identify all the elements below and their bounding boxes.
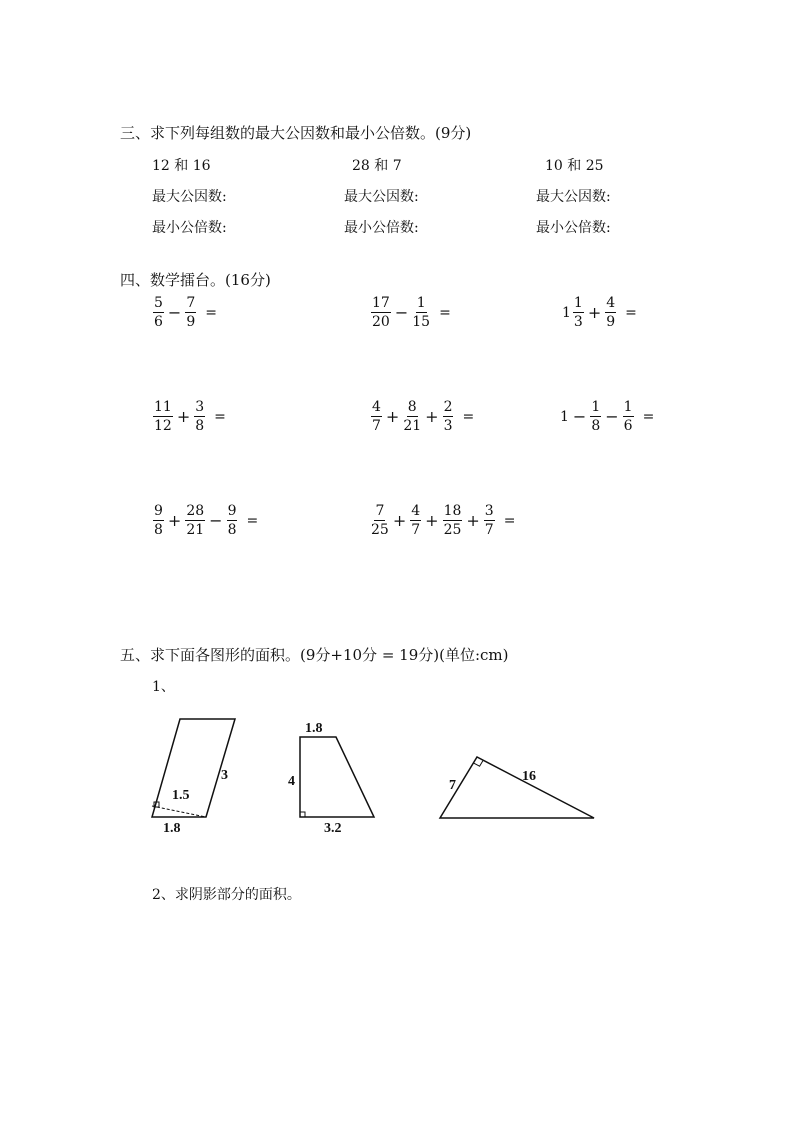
numerator: 7 (186, 295, 196, 311)
operator: − (605, 407, 619, 426)
group-1-pair: 12 和 16 (152, 158, 211, 174)
denominator: 7 (411, 522, 421, 538)
whole-number: 1 (560, 408, 569, 425)
denominator: 3 (573, 314, 583, 330)
numerator: 4 (411, 503, 421, 519)
operator: + (385, 407, 400, 426)
denominator: 20 (372, 314, 390, 330)
numerator: 1 (591, 399, 601, 415)
operator: − (209, 511, 223, 530)
denominator: 25 (443, 522, 462, 538)
operator: − (394, 303, 409, 322)
numerator: 5 (154, 295, 163, 311)
parallelogram-base-label: 1.8 (163, 821, 181, 836)
numerator: 8 (407, 399, 417, 415)
denominator: 8 (591, 418, 601, 434)
section-5-title: 五、求下面各图形的面积。(9分+10分 = 19分)(单位:cm) (120, 646, 509, 664)
denominator: 25 (371, 522, 389, 538)
trapezoid-bottom-label: 3.2 (324, 821, 342, 836)
denominator: 12 (154, 418, 172, 434)
parallelogram-figure (152, 719, 235, 836)
numerator: 2 (443, 399, 453, 415)
denominator: 9 (186, 314, 196, 330)
group-2-gcd-label: 最大公因数: (344, 189, 419, 205)
operator: + (425, 511, 439, 530)
operator: + (392, 511, 407, 530)
operator: + (176, 407, 191, 426)
group-3-lcm-label: 最小公倍数: (536, 220, 611, 236)
denominator: 8 (154, 522, 163, 538)
numerator: 1 (623, 399, 633, 415)
denominator: 3 (443, 418, 453, 434)
numerator: 7 (375, 503, 385, 519)
denominator: 7 (372, 418, 381, 434)
numerator: 17 (372, 295, 390, 311)
mixed-number-whole: 1 (562, 304, 571, 321)
triangle-figure (440, 757, 594, 818)
numerator: 11 (154, 399, 172, 415)
numerator: 3 (484, 503, 494, 519)
part-1-label: 1、 (152, 679, 175, 695)
group-2-pair: 28 和 7 (352, 158, 402, 174)
denominator: 6 (623, 418, 633, 434)
denominator: 9 (606, 314, 616, 330)
operator: + (466, 511, 480, 530)
operator: + (587, 303, 602, 322)
numerator: 18 (443, 503, 462, 519)
equals-sign: = (246, 512, 259, 529)
group-2-lcm-label: 最小公倍数: (344, 220, 419, 236)
equals-sign: = (205, 304, 217, 321)
denominator: 6 (154, 314, 163, 330)
numerator: 1 (573, 295, 583, 311)
equals-sign: = (642, 408, 655, 425)
numerator: 1 (416, 295, 426, 311)
group-3-pair: 10 和 25 (545, 158, 604, 174)
denominator: 7 (484, 522, 494, 538)
operator: + (167, 511, 182, 530)
operator: + (425, 407, 439, 426)
parallelogram-height-label: 1.5 (172, 788, 190, 803)
parallelogram-side-label: 3 (221, 768, 228, 783)
denominator: 15 (412, 314, 431, 330)
numerator: 28 (186, 503, 205, 519)
group-1-gcd-label: 最大公因数: (152, 189, 227, 205)
numerator: 4 (606, 295, 616, 311)
section-3-title: 三、求下列每组数的最大公因数和最小公倍数。(9分) (120, 124, 472, 142)
trapezoid-figure (288, 721, 374, 836)
trapezoid-top-label: 1.8 (305, 721, 323, 736)
denominator: 8 (195, 418, 205, 434)
triangle-leg-a-label: 7 (449, 778, 456, 793)
trapezoid-height-label: 4 (288, 774, 295, 789)
operator: − (167, 303, 182, 322)
section-4-title: 四、数学擂台。(16分) (120, 271, 271, 289)
equals-sign: = (625, 304, 637, 321)
equals-sign: = (439, 304, 451, 321)
denominator: 21 (403, 418, 422, 434)
numerator: 4 (372, 399, 381, 415)
group-1-lcm-label: 最小公倍数: (152, 220, 227, 236)
equals-sign: = (214, 408, 226, 425)
triangle-leg-b-label: 16 (522, 769, 536, 784)
equals-sign: = (462, 408, 475, 425)
operator: − (572, 407, 587, 426)
denominator: 8 (227, 522, 237, 538)
numerator: 9 (227, 503, 237, 519)
equals-sign: = (503, 512, 516, 529)
numerator: 9 (154, 503, 163, 519)
part-2-label: 2、求阴影部分的面积。 (152, 887, 301, 903)
numerator: 3 (195, 399, 205, 415)
group-3-gcd-label: 最大公因数: (536, 189, 611, 205)
denominator: 21 (186, 522, 205, 538)
